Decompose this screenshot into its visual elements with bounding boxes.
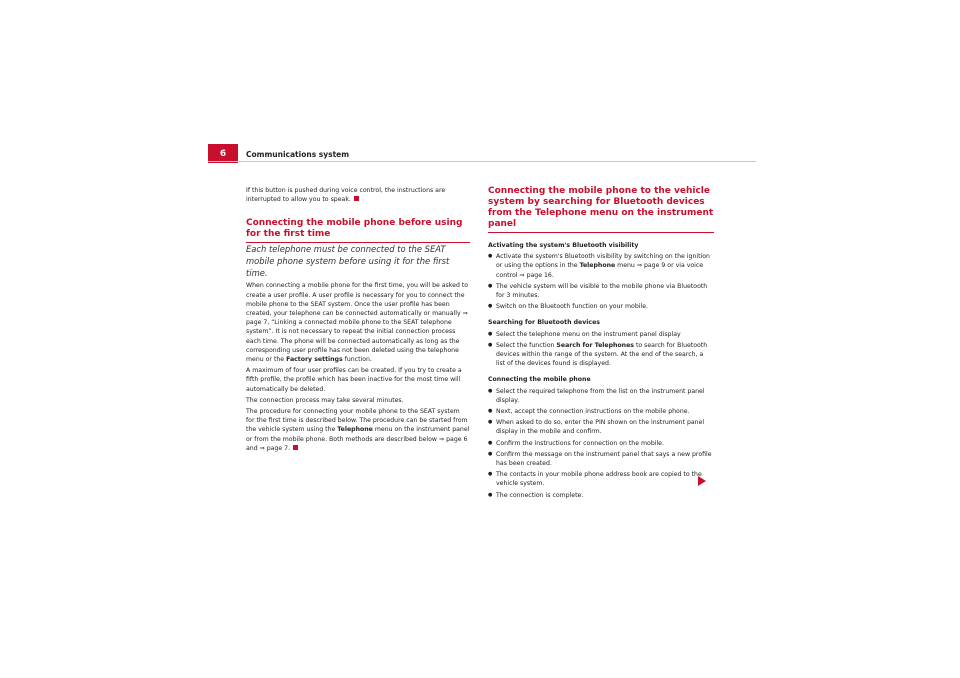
continue-arrow-icon bbox=[698, 476, 706, 486]
paragraph-duration: The connection process may take several minutes. bbox=[246, 396, 404, 404]
list-item: ● The vehicle system will be visible to the mobile phone via Bluetooth for 3 minutes. bbox=[488, 282, 714, 300]
list-item: ● Activate the system's Bluetooth visibility by switching on the ignition or using the options in the Telephone menu ⇒ page 9 or via voice control ⇒ page 16. bbox=[488, 252, 714, 280]
right-column bbox=[488, 186, 714, 502]
section-title-bluetooth-search: Connecting the mobile phone to the vehicle system by searching for Bluetooth devices from the Telephone menu on the instrument panel bbox=[488, 186, 714, 233]
running-title: Communications system bbox=[246, 150, 350, 159]
list-item: ● When asked to do so, enter the PIN shown on the instrument panel display in the mobile and confirm. bbox=[488, 418, 714, 436]
list-item: ● Select the function Search for Telephones to search for Bluetooth devices within the range of the system. At the end of the search, a list of the devices found is displayed. bbox=[488, 341, 714, 369]
header-rule bbox=[208, 161, 756, 162]
section-end-icon bbox=[354, 196, 359, 201]
paragraph-user-profile: When connecting a mobile phone for the first time, you will be asked to create a user profile. A user profile is necessary for you to connect the mobile phone to the SEAT system. Once the user profile has been created, your telephone can be connected automatically or manually ⇒ page 7, “Linking a connected mobile phone to the SEAT telephone system”. It is not necessary to repeat the initial connection process each time. The phone will be connected automatically as long as the corresponding user profile has not been deleted using the telephone menu or the Factory settings function. bbox=[246, 282, 469, 364]
section-end-icon bbox=[293, 445, 298, 450]
list-item: ● Switch on the Bluetooth function on your mobile. bbox=[488, 302, 714, 311]
section-title-first-use: Connecting the mobile phone before using for the first time bbox=[246, 218, 470, 243]
list-item: ● The contacts in your mobile phone address book are copied to the vehicle system. bbox=[488, 470, 714, 488]
list-item: ● The connection is complete. bbox=[488, 491, 714, 500]
list-item: ● Select the required telephone from the list on the instrument panel display. bbox=[488, 387, 714, 405]
subheading-visibility: Activating the system's Bluetooth visibility bbox=[488, 242, 639, 249]
list-item: ● Confirm the instructions for connection on the mobile. bbox=[488, 439, 714, 448]
paragraph-max-profiles: A maximum of four user profiles can be created. If you try to create a fifth profile, the profile which has been inactive for the most time will automatically be deleted. bbox=[246, 367, 462, 393]
list-item: ● Next, accept the connection instructions on the mobile phone. bbox=[488, 407, 714, 416]
paragraph-procedure: The procedure for connecting your mobile phone to the SEAT system for the first time is described below. The procedure can be started from the vehicle system using the Telephone menu on the instrument panel or from the mobile phone. Both methods are described below ⇒ page 6 and ⇒ page 7. bbox=[246, 408, 470, 452]
section-lead: Each telephone must be connected to the SEAT mobile phone system before using it for the first time. bbox=[246, 244, 450, 279]
intro-paragraph: If this button is pushed during voice control, the instructions are interrupted to allow you to speak. bbox=[246, 187, 446, 204]
subheading-searching: Searching for Bluetooth devices bbox=[488, 319, 600, 327]
subheading-connecting: Connecting the mobile phone bbox=[488, 376, 591, 384]
page-number: 6 bbox=[208, 144, 238, 163]
list-item: ● Select the telephone menu on the instrument panel display bbox=[488, 330, 714, 339]
list-item: ● Confirm the message on the instrument panel that says a new profile has been created. bbox=[488, 450, 714, 468]
left-column bbox=[246, 186, 470, 455]
